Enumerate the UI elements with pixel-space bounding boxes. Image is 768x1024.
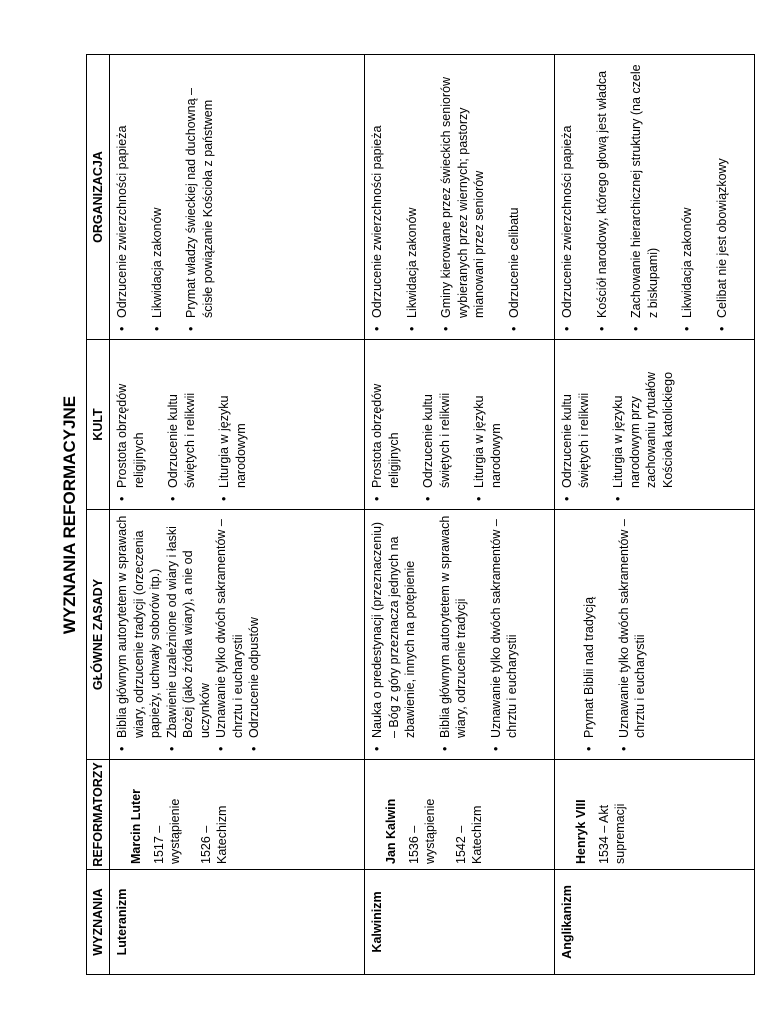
header-reformers: REFORMATORZY xyxy=(87,760,110,870)
reformer-date: 1542 – Katechizm xyxy=(453,805,484,864)
cult-item: • Odrzucenie kultu świętych i relikwii xyxy=(559,345,592,488)
reformer-date: 1534 – Akt supremacji xyxy=(596,803,627,864)
organization-item: • Gminy kierowane przez świeckich seniorów wybieranych przez wiernych; pastorzy mianowani przez seniorów xyxy=(438,60,488,318)
header-row xyxy=(87,55,110,975)
denomination-cell: Luteranizm xyxy=(110,870,365,975)
principles-cell xyxy=(365,510,555,760)
cult-cell xyxy=(110,340,365,510)
denominations-table xyxy=(86,54,755,975)
rotated-page xyxy=(54,55,754,975)
reformer-date: 1526 – Katechizm xyxy=(198,805,229,864)
reformer-cell xyxy=(555,760,755,870)
principle-item: • Nauka o predestynacji (przeznaczeniu) – Bóg z góry przeznacza jednych na zbawienie, innych na potępienie xyxy=(369,515,419,738)
reformer-name: Henryk VIII xyxy=(574,799,588,864)
table-row xyxy=(555,55,755,975)
cult-item: • Liturgia w języku narodowym xyxy=(471,345,504,488)
cult-item: • Odrzucenie kultu świętych i relikwii xyxy=(420,345,453,488)
organization-item: • Likwidacja zakonów xyxy=(149,60,166,318)
header-cult: KULT xyxy=(87,340,110,510)
reformer-cell xyxy=(110,760,365,870)
denomination-cell: Anglikanizm xyxy=(555,870,755,975)
cult-item: • Liturgia w języku narodowym przy zachowaniu rytuałów Kościoła katolickiego xyxy=(610,345,676,488)
header-organization: ORGANIZACJA xyxy=(87,55,110,340)
cult-cell xyxy=(365,340,555,510)
organization-item: • Odrzucenie celibatu xyxy=(506,60,523,318)
principle-item: • Zbawienie uzależnione od wiary i łaski Bożej (jako źródła wiary), a nie od uczynków xyxy=(164,515,214,738)
organization-item: • Likwidacja zakonów xyxy=(679,60,696,318)
organization-item: • Odrzucenie zwierzchności papieża xyxy=(369,60,386,318)
principles-cell xyxy=(110,510,365,760)
principle-item: • Biblia głównym autorytetem w sprawach wiary, odrzucenie tradycji (orzeczenia papieży, uchwały soborów itp.) xyxy=(114,515,164,738)
reformer-cell xyxy=(365,760,555,870)
table-row xyxy=(110,55,365,975)
cult-item: • Prostota obrzędów religijnych xyxy=(369,345,402,488)
principle-item: • Uznawanie tylko dwóch sakramentów – chrztu i eucharystii xyxy=(488,515,521,738)
organization-cell xyxy=(110,55,365,340)
header-denomination: WYZNANIA xyxy=(87,870,110,975)
organization-item: • Odrzucenie zwierzchności papieża xyxy=(114,60,131,318)
organization-item: • Celibat nie jest obowiązkowy xyxy=(714,60,731,318)
cult-item: • Prostota obrzędów religijnych xyxy=(114,345,147,488)
organization-cell xyxy=(365,55,555,340)
principle-item: • Biblia głównym autorytetem w sprawach wiary, odrzucenie tradycji xyxy=(437,515,470,738)
reformer-date: 1536 – wystąpienie xyxy=(406,798,437,864)
principles-cell xyxy=(555,510,755,760)
cult-item: • Odrzucenie kultu świętych i relikwii xyxy=(165,345,198,488)
organization-item: • Odrzucenie zwierzchności papieża xyxy=(559,60,576,318)
reformer-name: Jan Kalwin xyxy=(384,798,398,864)
organization-item: • Prymat władzy świeckiej nad duchowną – ścisłe powiązanie Kościoła z państwem xyxy=(183,60,216,318)
organization-cell xyxy=(555,55,755,340)
reformer-name: Marcin Luter xyxy=(129,788,143,864)
organization-item: • Likwidacja zakonów xyxy=(404,60,421,318)
table-row xyxy=(365,55,555,975)
principle-item: • Odrzucenie odpustów xyxy=(246,515,263,738)
cult-cell xyxy=(555,340,755,510)
principle-item: • Prymat Biblii nad tradycją xyxy=(581,515,598,738)
cult-item: • Liturgia w języku narodowym xyxy=(216,345,249,488)
reformer-date: 1517 – wystąpienie xyxy=(151,798,182,864)
organization-item: • Zachowanie hierarchicznej struktury (na czele z biskupami) xyxy=(628,60,661,318)
principle-item: • Uznawanie tylko dwóch sakramentów – chrztu i eucharystii xyxy=(213,515,246,738)
header-principles: GŁÓWNE ZASADY xyxy=(87,510,110,760)
document-title: WYZNANIA REFORMACYJNE xyxy=(60,395,79,635)
organization-item: • Kościół narodowy, którego głową jest władca xyxy=(594,60,611,318)
principle-item: • Uznawanie tylko dwóch sakramentów – chrztu i eucharystii xyxy=(616,515,649,738)
denomination-cell: Kalwinizm xyxy=(365,870,555,975)
